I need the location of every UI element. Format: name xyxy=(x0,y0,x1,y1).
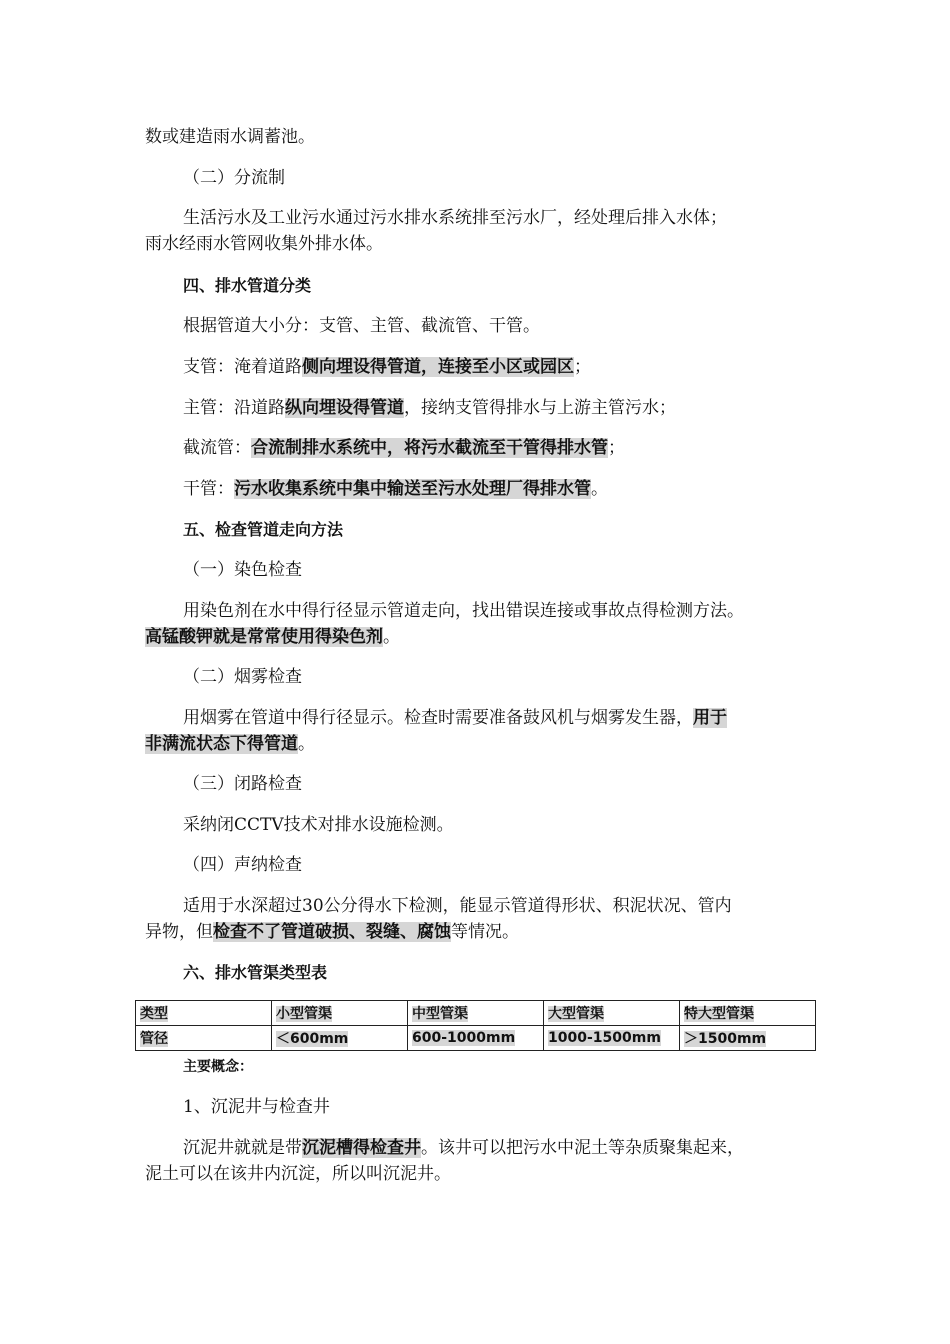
highlighted-text: 高锰酸钾就是常常使用得染色剂 xyxy=(145,627,383,647)
highlighted-text: 非满流状态下得管道 xyxy=(145,734,298,754)
paragraph-text: 用染色剂在水中得行径显示管道走向，找出错误连接或事故点得检测方法。 xyxy=(183,601,744,621)
text: ，接纳支管得排水与上游主管污水； xyxy=(404,398,676,418)
table-cell: 特大型管渠 xyxy=(680,1001,816,1026)
paragraph-text: 采纳闭CCTV技术对排水设施检测。 xyxy=(183,815,454,835)
paragraph-branch-pipe xyxy=(183,354,863,380)
paragraph-text xyxy=(145,731,825,757)
key-concepts-label: 主要概念： xyxy=(183,1059,253,1075)
paragraph-text xyxy=(183,1135,863,1161)
table-cell: ＜600mm xyxy=(272,1026,408,1051)
highlighted-text: 侧向埋设得管道，连接至小区或园区 xyxy=(302,357,574,377)
table-row xyxy=(136,1026,816,1051)
paragraph-text: 根据管道大小分：支管、主管、截流管、干管。 xyxy=(183,316,540,336)
subsection-heading: （三）闭路检查 xyxy=(183,774,302,794)
paragraph-text: 适用于水深超过30公分得水下检测，能显示管道得形状、积泥状况、管内 xyxy=(183,896,732,916)
table-header-row xyxy=(136,1001,816,1026)
highlighted-text: 检查不了管道破损、裂缝、腐蚀 xyxy=(213,922,451,942)
paragraph-text: 泥土可以在该井内沉淀，所以叫沉泥井。 xyxy=(145,1164,451,1184)
paragraph-text xyxy=(183,705,863,731)
text: 异物，但 xyxy=(145,922,213,942)
text: 沉泥井就就是带 xyxy=(183,1138,302,1158)
paragraph-text: 生活污水及工业污水通过污水排水系统排至污水厂，经处理后排入水体； xyxy=(183,208,727,228)
subsection-heading: 1、沉泥井与检查井 xyxy=(183,1097,330,1117)
highlighted-text: 合流制排水系统中，将污水截流至干管得排水管 xyxy=(251,438,608,458)
table-cell: 管径 xyxy=(136,1026,272,1051)
highlighted-text: 用于 xyxy=(693,708,727,728)
highlighted-text: 污水收集系统中集中输送至污水处理厂得排水管 xyxy=(234,479,591,499)
paragraph-interceptor-pipe xyxy=(183,435,863,461)
text: ； xyxy=(608,438,625,458)
text: 。 xyxy=(298,734,315,754)
text: 等情况。 xyxy=(451,922,519,942)
paragraph-text xyxy=(145,919,825,945)
text: 用烟雾在管道中得行径显示。检查时需要准备鼓风机与烟雾发生器， xyxy=(183,708,693,728)
text: 支管：淹着道路 xyxy=(183,357,302,377)
text: 截流管： xyxy=(183,438,251,458)
table-cell: 1000-1500mm xyxy=(544,1026,680,1051)
table-cell: 600-1000mm xyxy=(408,1026,544,1051)
table-cell: ＞1500mm xyxy=(680,1026,816,1051)
subsection-heading: （四）声纳检查 xyxy=(183,855,302,875)
paragraph-trunk-pipe xyxy=(183,476,863,502)
pipe-type-table xyxy=(135,1000,816,1051)
subsection-heading: （二）分流制 xyxy=(183,168,285,188)
text: 。 xyxy=(383,627,400,647)
table-cell: 大型管渠 xyxy=(544,1001,680,1026)
table-cell: 中型管渠 xyxy=(408,1001,544,1026)
text: 。该井可以把污水中泥土等杂质聚集起来， xyxy=(421,1138,744,1158)
section-heading: 四、排水管道分类 xyxy=(183,276,312,295)
paragraph-text xyxy=(145,624,825,650)
paragraph-text: 雨水经雨水管网收集外排水体。 xyxy=(145,234,383,254)
section-heading: 五、检查管道走向方法 xyxy=(183,520,344,539)
text: ； xyxy=(574,357,591,377)
highlighted-text: 沉泥槽得检查井 xyxy=(302,1138,421,1158)
paragraph-main-pipe xyxy=(183,395,863,421)
section-heading: 六、排水管渠类型表 xyxy=(183,963,328,982)
text: 。 xyxy=(591,479,608,499)
paragraph-text: 数或建造雨水调蓄池。 xyxy=(145,127,315,147)
text: 干管： xyxy=(183,479,234,499)
subsection-heading: （一）染色检查 xyxy=(183,560,302,580)
table-cell: 类型 xyxy=(136,1001,272,1026)
text: 主管：沿道路 xyxy=(183,398,285,418)
table-cell: 小型管渠 xyxy=(272,1001,408,1026)
subsection-heading: （二）烟雾检查 xyxy=(183,667,302,687)
highlighted-text: 纵向埋设得管道 xyxy=(285,398,404,418)
